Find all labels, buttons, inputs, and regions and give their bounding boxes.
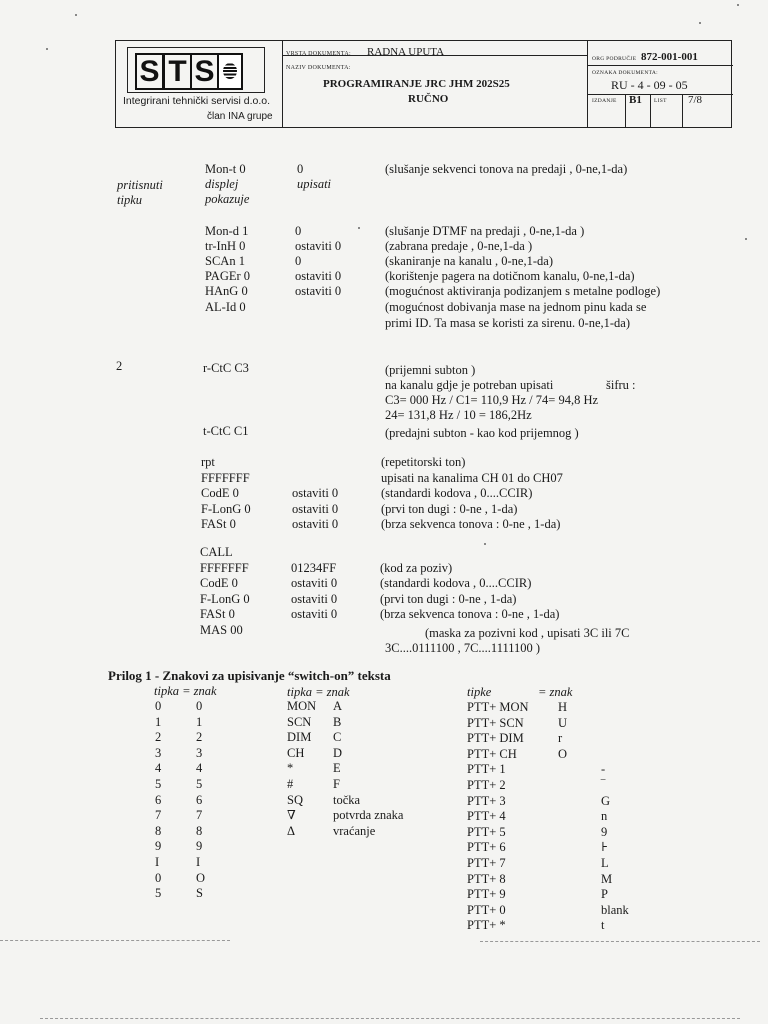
char-cell: vraćanje <box>333 823 376 838</box>
scan-artifact <box>480 941 760 942</box>
key-cell: PTT+ 2 <box>467 778 506 792</box>
setting-code: PAGEr 0 <box>205 269 251 283</box>
setting-code: MAS 00 <box>200 622 243 637</box>
setting-code: FASt 0 <box>201 517 236 531</box>
setting-code: AL-Id 0 <box>205 300 246 314</box>
setting-description: (predajni subton - kao kod prijemnog ) <box>385 426 579 440</box>
scan-artifact <box>46 48 48 50</box>
setting-value: ostaviti 0 <box>292 501 339 516</box>
section-number: 2 <box>116 359 123 373</box>
scan-artifact <box>40 1018 740 1019</box>
char-cell: 6 <box>196 792 203 807</box>
setting-code: F-LonG 0 <box>200 591 250 606</box>
char-cell: U <box>558 715 568 730</box>
setting-description: (prvi ton dugi : 0-ne , 1-da) <box>380 591 517 606</box>
side-label: pritisnuti <box>117 178 163 192</box>
setting-code: rpt <box>201 455 215 469</box>
key-cell: Δ <box>287 823 296 838</box>
org-code-value: 872-001-001 <box>641 51 698 63</box>
key-cell: 2 <box>155 730 162 745</box>
setting-code: F-LonG 0 <box>201 501 251 516</box>
char-cell: blank <box>601 902 629 917</box>
scan-artifact <box>358 227 360 229</box>
column-header: pokazuje <box>205 192 250 206</box>
setting-value: ostaviti 0 <box>295 269 342 283</box>
setting-value: 0 <box>295 254 302 268</box>
document-subtitle: RUČNO <box>408 93 449 105</box>
setting-code: CodE 0 <box>201 486 239 500</box>
key-cell: 3 <box>155 745 162 760</box>
key-cell: 0 <box>155 699 162 713</box>
char-cell: n <box>601 809 608 824</box>
setting-value: 0 <box>295 224 302 238</box>
sheet-label: LIST <box>654 98 667 104</box>
char-cell: r <box>558 731 563 746</box>
key-cell: PTT+ MON <box>467 700 529 714</box>
setting-description: (slušanje DTMF na predaji , 0-ne,1-da ) <box>385 224 585 238</box>
column-header: = znak <box>538 685 573 699</box>
char-cell: 8 <box>196 823 203 838</box>
setting-code: CodE 0 <box>200 576 238 590</box>
setting-description: (skaniranje na kanalu , 0-ne,1-da) <box>385 254 553 268</box>
header-divider <box>587 94 733 95</box>
setting-description: primi ID. Ta masa se koristi za sirenu. 0-ne,1-da) <box>385 316 631 330</box>
setting-description: (prvi ton dugi : 0-ne , 1-da) <box>381 501 518 516</box>
setting-description: 24= 131,8 Hz / 10 = 186,2Hz <box>385 408 532 422</box>
key-cell: * <box>287 761 294 776</box>
char-cell: potvrda znaka <box>333 808 404 823</box>
key-cell: PTT+ CH <box>467 746 517 761</box>
scan-artifact <box>484 543 486 545</box>
setting-description: (brza sekvenca tonova : 0-ne , 1-da) <box>380 607 560 621</box>
char-cell: L <box>601 856 609 870</box>
setting-description: (maska za pozivni kod , upisati 3C ili 7C <box>425 626 630 640</box>
setting-description: (korištenje pagera na dotičnom kanalu, 0-ne,1-da) <box>385 269 635 283</box>
doc-mark-value: RU - 4 - 09 - 05 <box>611 78 688 92</box>
key-cell: PTT+ 1 <box>467 762 506 777</box>
char-cell: 4 <box>196 761 203 776</box>
header-divider <box>650 94 651 127</box>
char-cell: točka <box>333 792 361 807</box>
key-cell: SQ <box>287 792 303 807</box>
setting-description: (brza sekvenca tonova : 0-ne , 1-da) <box>381 517 561 531</box>
key-cell: PTT+ SCN <box>467 715 524 730</box>
company-name: Integrirani tehnički servisi d.o.o. <box>123 95 271 107</box>
char-cell: G <box>601 793 611 808</box>
setting-description: (mogućnost dobivanja mase na jednom pinu kada se <box>385 300 647 314</box>
char-cell: I <box>196 855 201 869</box>
setting-description: 3C....0111100 , 7C....1111100 ) <box>385 641 541 655</box>
document-title: PROGRAMIRANJE JRC JHM 202S25 <box>323 78 510 90</box>
edition-label: IZDANJE <box>592 98 617 104</box>
key-cell: PTT+ 5 <box>467 824 506 839</box>
sheet-value: 7/8 <box>688 94 703 106</box>
setting-description: (kod za poziv) <box>380 560 453 575</box>
char-cell: t <box>601 918 605 933</box>
setting-value: ostaviti 0 <box>291 607 338 621</box>
column-header: displej <box>205 177 239 191</box>
scan-artifact <box>0 940 230 941</box>
setting-description: šifru : <box>606 378 636 392</box>
setting-code: FFFFFFF <box>200 560 249 575</box>
key-cell: PTT+ 3 <box>467 793 506 808</box>
column-header: tipke <box>467 685 492 699</box>
setting-code: Mon-t 0 <box>205 162 246 176</box>
logo-letter-s: S <box>190 53 219 90</box>
char-cell: B <box>333 714 342 729</box>
key-cell: 9 <box>155 839 162 854</box>
char-cell: 2 <box>196 730 203 745</box>
header-divider <box>587 41 588 127</box>
key-cell: PTT+ 0 <box>467 902 506 917</box>
setting-code: r-CtC C3 <box>203 361 249 375</box>
setting-code: FASt 0 <box>200 607 235 621</box>
setting-value: 0 <box>297 162 304 176</box>
edition-value: B1 <box>629 94 642 106</box>
char-cell: S <box>196 886 203 901</box>
key-cell: MON <box>287 699 317 713</box>
key-cell: DIM <box>287 730 312 745</box>
doc-mark-label: OZNAKA DOKUMENTA: <box>592 70 658 76</box>
scan-artifact <box>75 14 77 16</box>
setting-code: CALL <box>200 545 233 559</box>
key-cell: PTT+ 8 <box>467 871 506 886</box>
side-label: tipku <box>117 193 142 207</box>
char-cell: D <box>333 745 343 760</box>
doc-name-label: NAZIV DOKUMENTA: <box>286 65 351 71</box>
char-cell: 3 <box>196 745 203 760</box>
setting-value: ostaviti 0 <box>292 517 339 531</box>
key-cell: PTT+ 7 <box>467 856 506 870</box>
key-cell: PTT+ 6 <box>467 840 506 855</box>
doc-type-value: RADNA UPUTA <box>367 46 445 58</box>
char-cell: - <box>601 762 606 777</box>
setting-value: 01234FF <box>291 560 337 575</box>
key-cell: 5 <box>155 886 162 901</box>
setting-value: ostaviti 0 <box>295 284 342 298</box>
setting-code: Mon-d 1 <box>205 224 249 238</box>
org-code-label: ORG PODRUČJE <box>592 56 637 62</box>
key-cell: 8 <box>155 823 162 838</box>
key-cell: 4 <box>155 761 162 776</box>
setting-code: HAnG 0 <box>205 284 248 298</box>
doc-type-label: VRSTA DOKUMENTA: <box>286 51 352 57</box>
key-cell: 5 <box>155 777 162 791</box>
appendix-title: Prilog 1 - Znakovi za upisivanje “switch-on” teksta <box>108 668 391 683</box>
header-divider <box>587 65 733 66</box>
setting-code: SCAn 1 <box>205 254 245 268</box>
key-cell: # <box>287 777 294 791</box>
char-cell: A <box>333 699 343 713</box>
key-cell: PTT+ 9 <box>467 887 506 902</box>
logo-letter-s: S <box>135 53 164 90</box>
key-cell: 0 <box>155 870 162 885</box>
key-cell: ∇ <box>287 808 296 823</box>
member-text: član INA grupe <box>207 111 273 122</box>
setting-value: ostaviti 0 <box>291 591 338 606</box>
setting-code: t-CtC C1 <box>203 424 249 438</box>
setting-description: (mogućnost aktiviranja podizanjem s metalne podloge) <box>385 284 661 298</box>
key-cell: 1 <box>155 714 162 729</box>
scan-artifact <box>737 4 739 6</box>
setting-value: ostaviti 0 <box>295 239 342 253</box>
setting-description: C3= 000 Hz / C1= 110,9 Hz / 74= 94,8 Hz <box>385 393 599 407</box>
scan-artifact <box>745 238 747 240</box>
char-cell: M <box>601 871 613 886</box>
key-cell: CH <box>287 745 305 760</box>
column-header: tipka = znak <box>287 685 350 699</box>
setting-value: ostaviti 0 <box>291 576 338 590</box>
key-cell: PTT+ DIM <box>467 731 524 746</box>
char-cell: ⊦ <box>601 840 609 855</box>
setting-description: (zabrana predaje , 0-ne,1-da ) <box>385 239 533 253</box>
setting-description: (prijemni subton ) <box>385 363 476 377</box>
setting-code: FFFFFFF <box>201 470 250 485</box>
char-cell: H <box>558 700 568 714</box>
header-divider <box>282 41 283 127</box>
char-cell: 7 <box>196 808 203 823</box>
char-cell: O <box>558 746 568 761</box>
key-cell: PTT+ 4 <box>467 809 506 824</box>
char-cell: 5 <box>196 777 203 791</box>
char-cell: 1 <box>196 714 203 729</box>
header-divider <box>625 94 626 127</box>
logo-letter-t: T <box>163 53 192 90</box>
setting-code: tr-InH 0 <box>205 239 246 253</box>
key-cell: 7 <box>155 808 162 823</box>
setting-description: (repetitorski ton) <box>381 455 466 469</box>
globe-logo-icon <box>217 53 243 90</box>
key-cell: SCN <box>287 714 312 729</box>
scan-artifact <box>699 22 701 24</box>
header-divider <box>682 94 683 127</box>
column-header: tipka = znak <box>154 684 217 698</box>
char-cell: F <box>333 777 340 791</box>
char-cell: O <box>196 870 206 885</box>
char-cell: 9 <box>196 839 203 854</box>
char-cell: 9 <box>601 824 608 839</box>
key-cell: 6 <box>155 792 162 807</box>
setting-description: upisati na kanalima CH 01 do CH07 <box>381 470 563 485</box>
char-cell: P <box>601 887 608 902</box>
setting-description: (standardi kodova , 0....CCIR) <box>380 576 532 590</box>
key-cell: PTT+ * <box>467 918 506 933</box>
char-cell: ‾ <box>601 778 606 792</box>
column-header: upisati <box>297 177 332 191</box>
char-cell: 0 <box>196 699 203 713</box>
setting-description: na kanalu gdje je potreban upisati <box>385 378 554 392</box>
setting-description: (standardi kodova , 0....CCIR) <box>381 486 533 500</box>
setting-value: ostaviti 0 <box>292 486 339 500</box>
char-cell: E <box>333 761 341 776</box>
key-cell: I <box>155 855 160 869</box>
char-cell: C <box>333 730 342 745</box>
setting-description: (slušanje sekvenci tonova na predaji , 0-ne,1-da) <box>385 162 628 176</box>
